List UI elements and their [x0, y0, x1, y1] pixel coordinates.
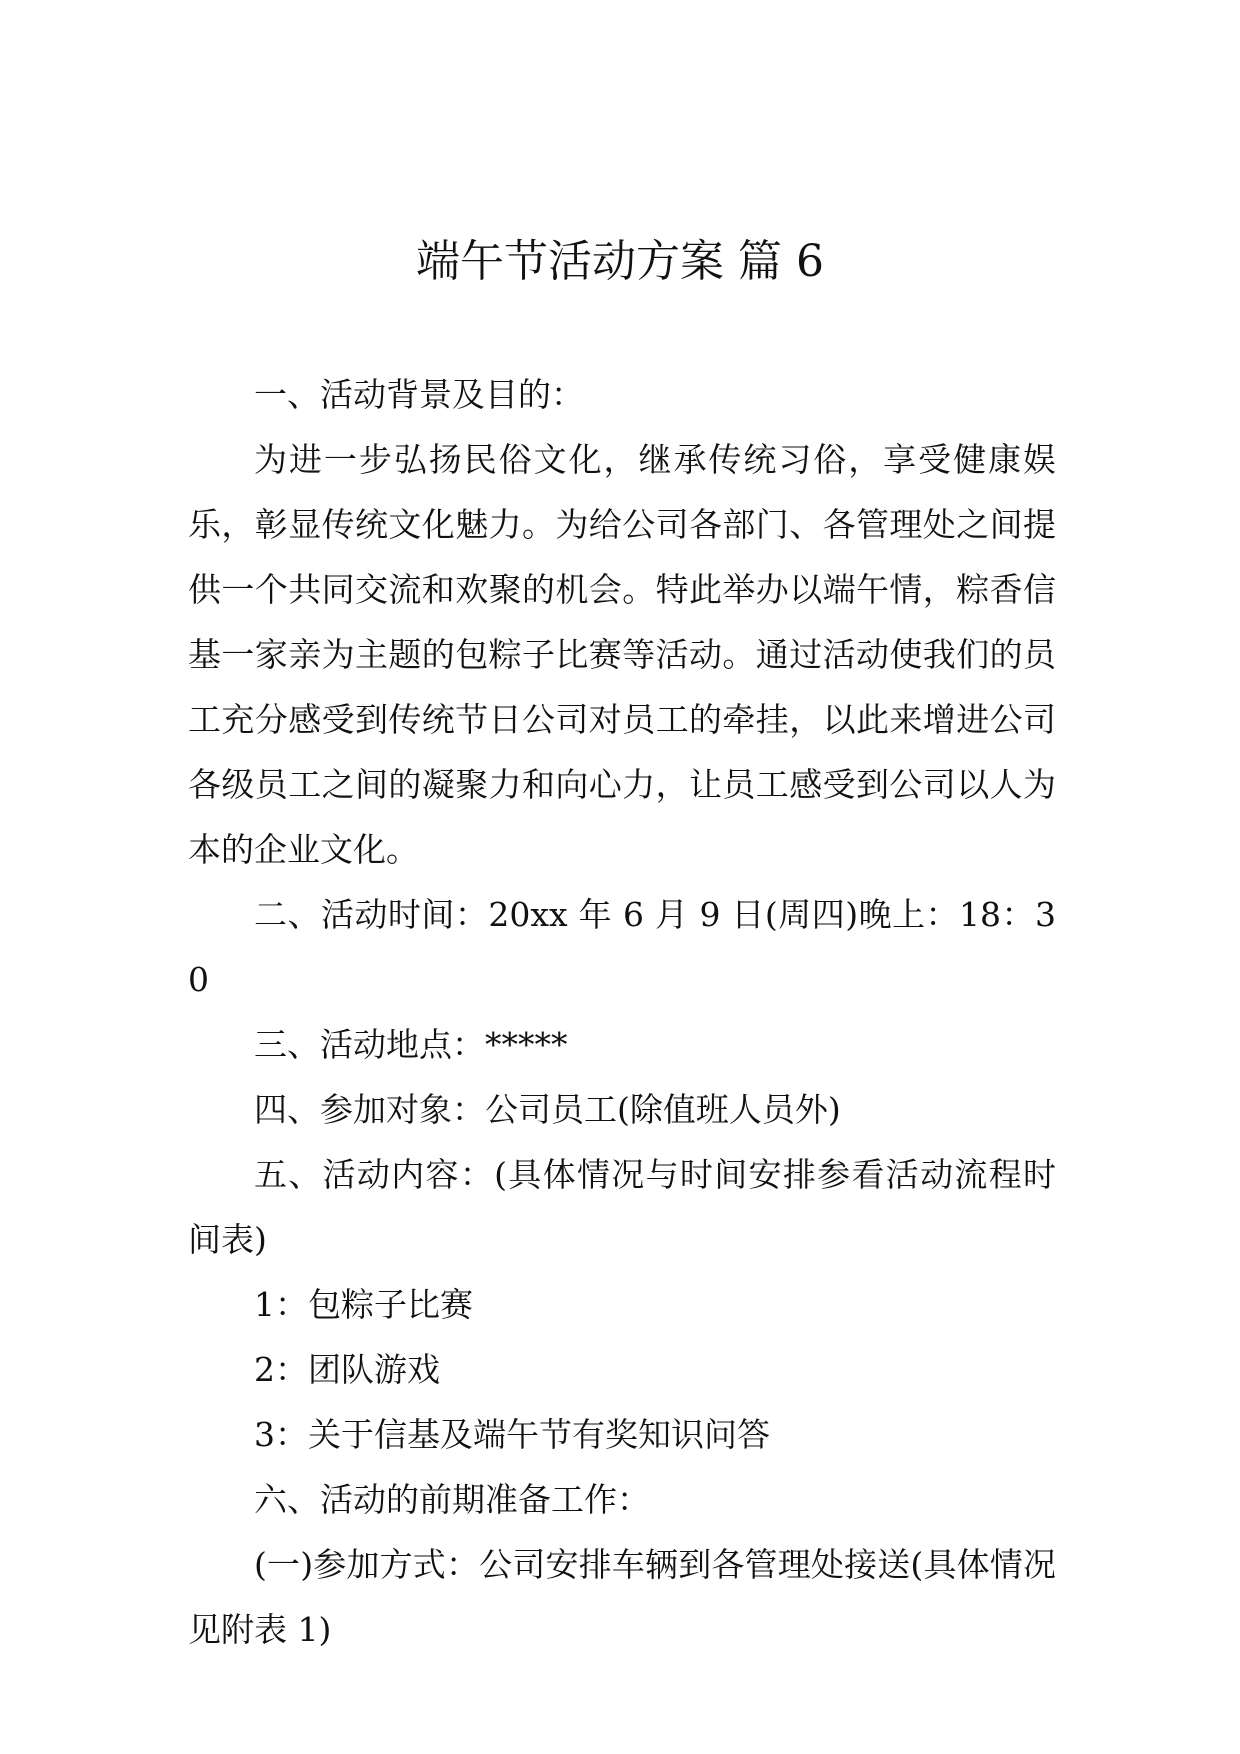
content-item-3: 3：关于信基及端午节有奖知识问答: [254, 1415, 770, 1454]
section-1-heading: 一、活动背景及目的：: [254, 375, 584, 414]
participation-method: (一)参加方式：公司安排车辆到各管理处接送(具体情况见附表 1): [188, 1545, 1056, 1649]
section-6-heading: 六、活动的前期准备工作：: [254, 1480, 650, 1519]
activity-location: 三、活动地点：*****: [254, 1025, 568, 1064]
activity-time: 二、活动时间：20xx 年 6 月 9 日(周四)晚上：18：30: [188, 895, 1056, 999]
content-item-1: 1：包粽子比赛: [254, 1285, 473, 1324]
activity-content: 五、活动内容：(具体情况与时间安排参看活动流程时间表): [188, 1155, 1056, 1259]
document-title: 端午节活动方案 篇 6: [416, 236, 824, 287]
background-paragraph: 为进一步弘扬民俗文化，继承传统习俗，享受健康娱乐，彰显传统文化魅力。为给公司各部门、各管理处之间提供一个共同交流和欢聚的机会。特此举办以端午情，粽香信基一家亲为主题的包粽子比赛等活动。通过活动使我们的员工充分感受到传统节日公司对员工的牵挂，以此来增进公司各级员工之间的凝聚力和向心力，让员工感受到公司以人为本的企业文化。: [188, 440, 1056, 869]
participants: 四、参加对象：公司员工(除值班人员外): [254, 1090, 841, 1129]
content-item-2: 2：团队游戏: [254, 1350, 440, 1389]
document-body: [188, 362, 1056, 1662]
